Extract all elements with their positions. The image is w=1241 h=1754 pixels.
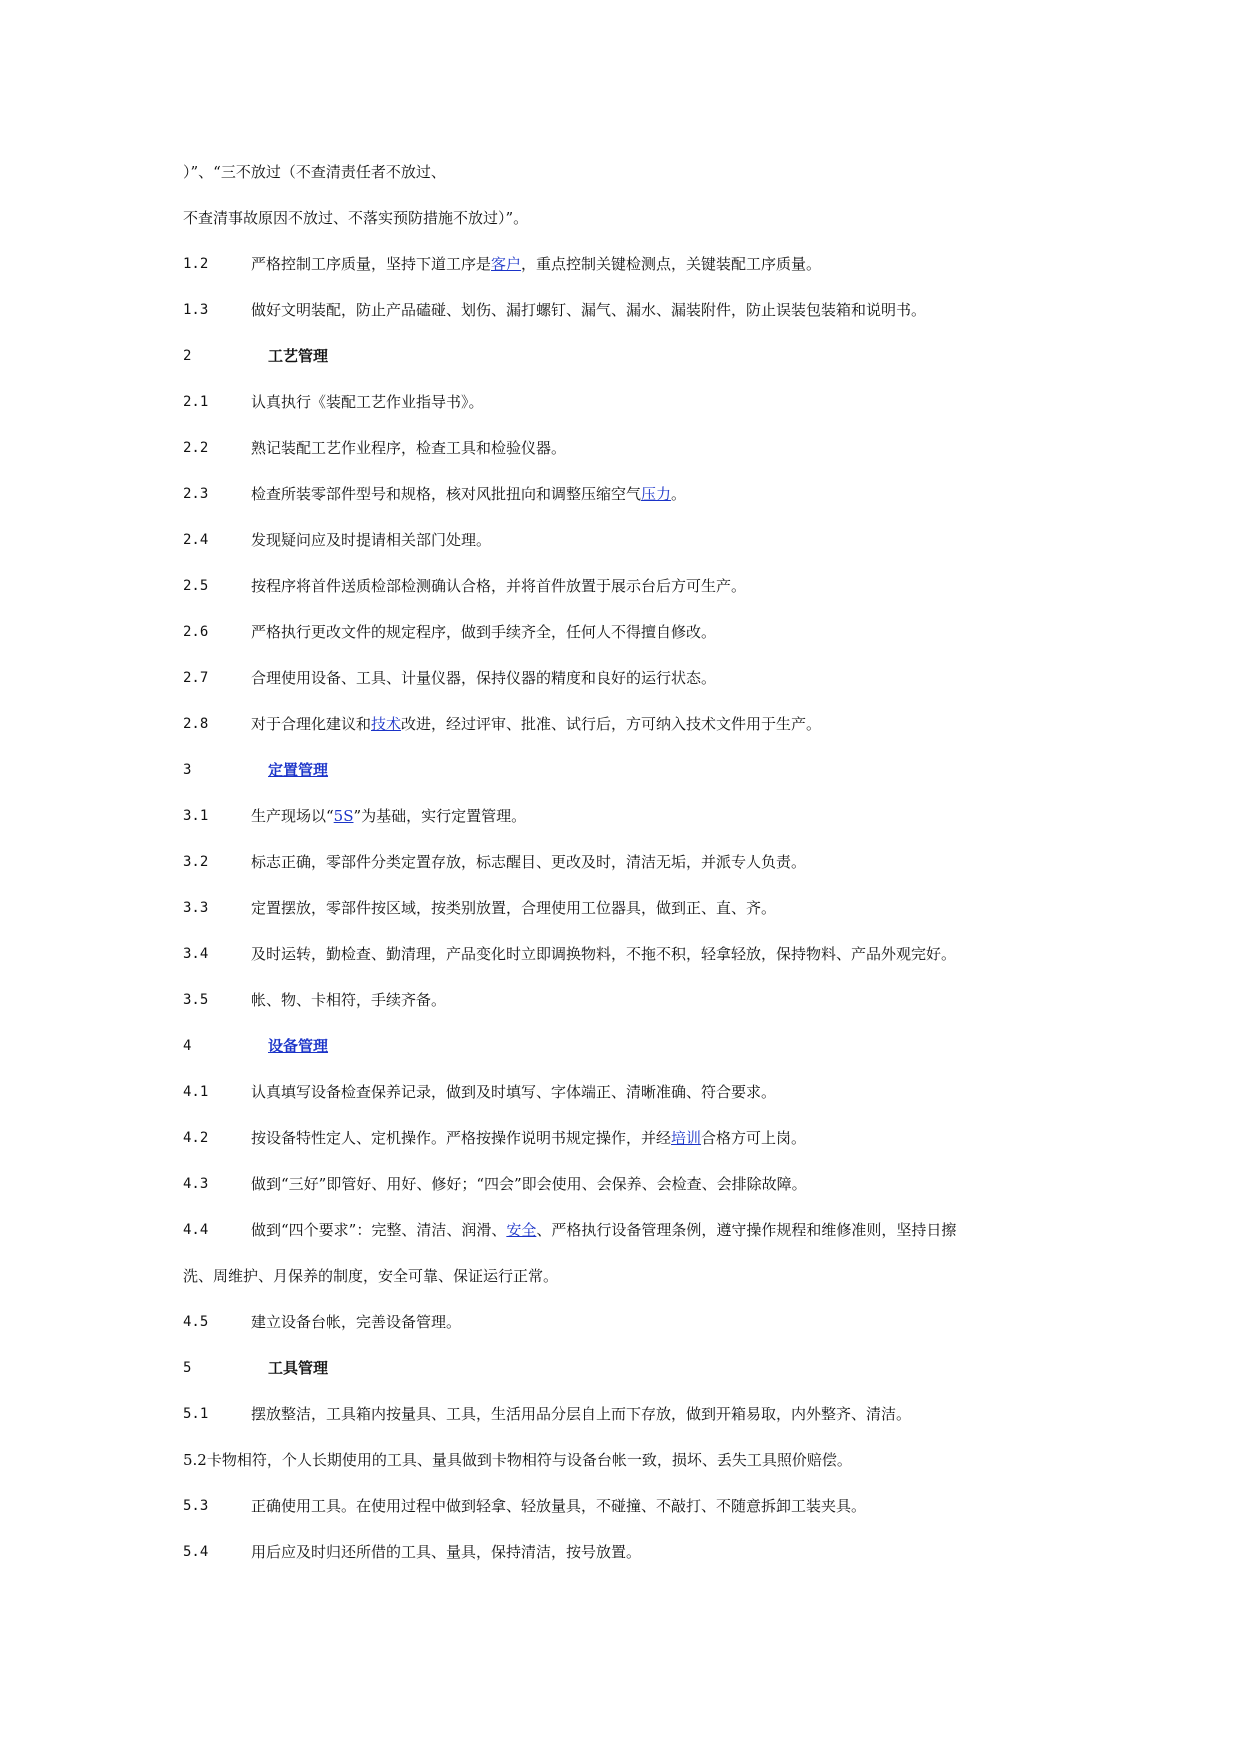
clause-number: 4 (183, 1038, 192, 1054)
clause-item (183, 850, 1063, 896)
clause-text (251, 1310, 461, 1334)
text-segment: 对于合理化建议和 (251, 715, 372, 733)
clause-text (268, 344, 328, 368)
clause-item (183, 1172, 1063, 1218)
section-heading (183, 344, 1063, 390)
clause-number: 3.5 (183, 992, 209, 1008)
text-segment: 正确使用工具。在使用过程中做到轻拿、轻放量具，不碰撞、不敲打、不随意拆卸工装夹具。 (251, 1497, 867, 1515)
text-segment: 认真填写设备检查保养记录，做到及时填写、字体端正、清晰准确、符合要求。 (251, 1083, 777, 1101)
clause-text (251, 942, 956, 966)
clause-text (251, 620, 716, 644)
text-segment: 标志正确，零部件分类定置存放，标志醒目、更改及时，清洁无垢，并派专人负责。 (251, 853, 807, 871)
clause-number: 1.3 (183, 302, 209, 318)
text-segment: 做好文明装配，防止产品磕碰、划伤、漏打螺钉、漏气、漏水、漏装附件，防止误装包装箱和说明书。 (251, 301, 927, 319)
clause-item (183, 666, 1063, 712)
clause-item (183, 1494, 1063, 1540)
text-line (183, 1264, 1063, 1310)
text-segment: 工具管理 (268, 1359, 329, 1377)
clause-text (183, 160, 446, 184)
clause-item (183, 574, 1063, 620)
clause-number: 5.1 (183, 1406, 209, 1422)
clause-item (183, 1218, 1063, 1264)
text-segment: 定置摆放，零部件按区域，按类别放置，合理使用工位器具，做到正、直、齐。 (251, 899, 777, 917)
hyperlink[interactable]: 客户 (491, 255, 522, 273)
hyperlink[interactable]: 培训 (671, 1129, 702, 1147)
text-segment: ）”、“三不放过（不查清责任者不放过、 (183, 163, 446, 181)
text-segment: 合格方可上岗。 (701, 1129, 807, 1147)
clause-number: 2.2 (183, 440, 209, 456)
text-segment: ”为基础，实行定置管理。 (353, 807, 527, 825)
clause-number: 3.4 (183, 946, 209, 962)
clause-number: 2 (183, 348, 192, 364)
hyperlink[interactable]: 技术 (371, 715, 402, 733)
text-segment: 按设备特性定人、定机操作。严格按操作说明书规定操作，并经 (251, 1129, 672, 1147)
clause-item (183, 298, 1063, 344)
text-segment: 检查所装零部件型号和规格，核对风批扭向和调整压缩空气 (251, 485, 642, 503)
text-segment: 。 (671, 485, 687, 503)
clause-item (183, 620, 1063, 666)
section-heading (183, 1356, 1063, 1402)
clause-text (251, 574, 746, 598)
clause-text (268, 1034, 328, 1058)
text-line (183, 206, 1063, 252)
clause-item (183, 436, 1063, 482)
text-segment: 5.2卡物相符，个人长期使用的工具、量具做到卡物相符与设备台帐一致，损坏、丢失工具照价赔偿。 (183, 1451, 852, 1469)
clause-item (183, 896, 1063, 942)
clause-item (183, 988, 1063, 1034)
clause-number: 1.2 (183, 256, 209, 272)
text-segment: 洗、周维护、月保养的制度，安全可靠、保证运行正常。 (183, 1267, 559, 1285)
hyperlink[interactable]: 定置管理 (268, 761, 329, 779)
clause-number: 5 (183, 1360, 192, 1376)
clause-item (183, 252, 1063, 298)
clause-number: 3.1 (183, 808, 209, 824)
clause-text (251, 1126, 806, 1150)
text-segment: 生产现场以“ (251, 807, 334, 825)
clause-text (251, 252, 821, 276)
clause-text (251, 390, 484, 414)
clause-item (183, 1310, 1063, 1356)
clause-number: 3.2 (183, 854, 209, 870)
clause-item (183, 1126, 1063, 1172)
text-line (183, 1448, 1063, 1494)
clause-number: 2.8 (183, 716, 209, 732)
clause-text (251, 666, 716, 690)
clause-text (251, 988, 446, 1012)
hyperlink[interactable]: 压力 (641, 485, 672, 503)
text-segment: 摆放整洁，工具箱内按量具、工具，生活用品分层自上而下存放，做到开箱易取，内外整齐、清洁。 (251, 1405, 912, 1423)
clause-item (183, 390, 1063, 436)
clause-number: 5.3 (183, 1498, 209, 1514)
clause-number: 2.1 (183, 394, 209, 410)
clause-text (183, 206, 528, 230)
text-segment: 、严格执行设备管理条例，遵守操作规程和维修准则，坚持日擦 (536, 1221, 957, 1239)
text-segment: 及时运转，勤检查、勤清理，产品变化时立即调换物料，不拖不积，轻拿轻放，保持物料、产品外观完好。 (251, 945, 957, 963)
clause-number: 4.2 (183, 1130, 209, 1146)
section-heading (183, 758, 1063, 804)
clause-text (251, 850, 806, 874)
document-body (183, 160, 1063, 1586)
clause-text (251, 1494, 866, 1518)
clause-number: 2.7 (183, 670, 209, 686)
text-segment: 做到“三好”即管好、用好、修好；“四会”即会使用、会保养、会检查、会排除故障。 (251, 1175, 807, 1193)
clause-text (251, 804, 526, 828)
clause-text (251, 1540, 641, 1564)
text-segment: 严格控制工序质量，坚持下道工序是 (251, 255, 492, 273)
clause-number: 4.1 (183, 1084, 209, 1100)
clause-item (183, 482, 1063, 528)
clause-number: 3 (183, 762, 192, 778)
clause-text (251, 1218, 956, 1242)
hyperlink[interactable]: 设备管理 (268, 1037, 329, 1055)
text-segment: 合理使用设备、工具、计量仪器，保持仪器的精度和良好的运行状态。 (251, 669, 717, 687)
clause-number: 4.3 (183, 1176, 209, 1192)
text-segment: 用后应及时归还所借的工具、量具，保持清洁，按号放置。 (251, 1543, 642, 1561)
clause-number: 3.3 (183, 900, 209, 916)
text-segment: 改进，经过评审、批准、试行后，方可纳入技术文件用于生产。 (401, 715, 822, 733)
clause-item (183, 528, 1063, 574)
clause-text (251, 1172, 807, 1196)
text-segment: ，重点控制关键检测点，关键装配工序质量。 (521, 255, 822, 273)
hyperlink[interactable]: 安全 (506, 1221, 537, 1239)
text-segment: 工艺管理 (268, 347, 329, 365)
clause-item (183, 942, 1063, 988)
clause-number: 2.5 (183, 578, 209, 594)
text-segment: 严格执行更改文件的规定程序，做到手续齐全，任何人不得擅自修改。 (251, 623, 717, 641)
clause-text (251, 528, 491, 552)
clause-number: 2.4 (183, 532, 209, 548)
clause-text (251, 896, 776, 920)
clause-item (183, 1402, 1063, 1448)
clause-number: 2.3 (183, 486, 209, 502)
clause-text (251, 1080, 776, 1104)
text-segment: 建立设备台帐，完善设备管理。 (251, 1313, 462, 1331)
clause-text (251, 436, 566, 460)
clause-text (251, 482, 686, 506)
clause-number: 4.5 (183, 1314, 209, 1330)
clause-text (183, 1264, 558, 1288)
section-heading (183, 1034, 1063, 1080)
text-segment: 做到“四个要求”：完整、清洁、润滑、 (251, 1221, 507, 1239)
text-segment: 认真执行《装配工艺作业指导书》。 (251, 393, 484, 411)
clause-item (183, 1540, 1063, 1586)
clause-item (183, 712, 1063, 758)
text-segment: 不查清事故原因不放过、不落实预防措施不放过）”。 (183, 209, 529, 227)
clause-number: 4.4 (183, 1222, 209, 1238)
clause-text (268, 758, 328, 782)
text-line (183, 160, 1063, 206)
clause-item (183, 1080, 1063, 1126)
clause-item (183, 804, 1063, 850)
clause-number: 2.6 (183, 624, 209, 640)
text-segment: 帐、物、卡相符，手续齐备。 (251, 991, 447, 1009)
clause-text (183, 1448, 852, 1472)
clause-text (268, 1356, 328, 1380)
text-segment: 发现疑问应及时提请相关部门处理。 (251, 531, 492, 549)
clause-text (251, 1402, 911, 1426)
hyperlink[interactable]: 5S (333, 807, 354, 825)
clause-text (251, 712, 821, 736)
clause-number: 5.4 (183, 1544, 209, 1560)
clause-text (251, 298, 926, 322)
text-segment: 按程序将首件送质检部检测确认合格，并将首件放置于展示台后方可生产。 (251, 577, 747, 595)
text-segment: 熟记装配工艺作业程序，检查工具和检验仪器。 (251, 439, 567, 457)
